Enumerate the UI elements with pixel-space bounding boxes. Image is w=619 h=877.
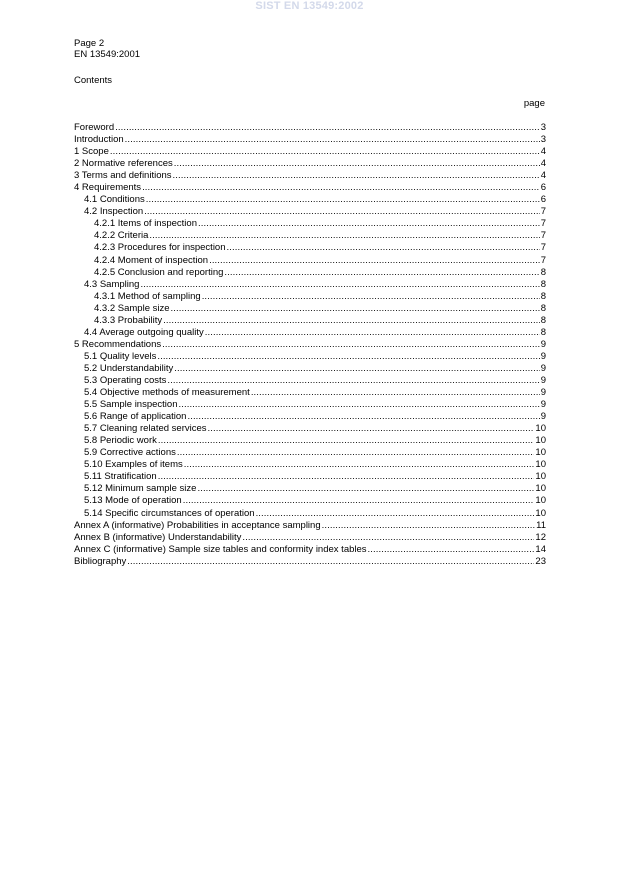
toc-entry-title: 4.2.3 Procedures for inspection [94, 242, 226, 254]
toc-entry-title: 4.2 Inspection [84, 206, 144, 218]
toc-entry-title: Annex C (informative) Sample size tables and conformity index tables [74, 543, 367, 555]
toc-entry-page: 7 [540, 242, 546, 254]
toc-entry[interactable] [74, 255, 546, 267]
toc-entry[interactable] [74, 339, 546, 351]
toc-dot-leader [174, 363, 539, 375]
toc-entry-title: 5.7 Cleaning related services [84, 423, 207, 435]
toc-dot-leader [167, 375, 539, 387]
toc-entry-page: 10 [535, 507, 546, 519]
toc-dot-leader [184, 459, 535, 471]
toc-entry-title: 5 Recommendations [74, 338, 162, 350]
toc-dot-leader [183, 495, 535, 507]
toc-entry-title: 5.14 Specific circumstances of operation [84, 507, 255, 519]
toc-dot-leader [187, 411, 539, 423]
toc-dot-leader [322, 520, 536, 532]
toc-entry-page: 3 [540, 134, 546, 146]
toc-entry[interactable] [74, 447, 546, 459]
toc-entry-page: 11 [536, 519, 546, 531]
toc-entry-page: 10 [535, 459, 546, 471]
standard-id: EN 13549:2001 [74, 49, 141, 60]
toc-dot-leader [115, 122, 540, 134]
toc-entry-title: Annex A (informative) Probabilities in acceptance sampling [74, 519, 321, 531]
toc-entry-page: 7 [540, 206, 546, 218]
toc-entry-title: 4.4 Average outgoing quality [84, 326, 204, 338]
toc-entry[interactable] [74, 375, 546, 387]
toc-dot-leader [140, 279, 539, 291]
toc-entry-page: 6 [540, 182, 546, 194]
toc-entry[interactable] [74, 508, 546, 520]
toc-entry-page: 8 [540, 302, 546, 314]
toc-entry-page: 6 [540, 194, 546, 206]
toc-dot-leader [163, 315, 540, 327]
toc-entry[interactable] [74, 134, 546, 146]
toc-dot-leader [242, 532, 534, 544]
toc-entry[interactable] [74, 267, 546, 279]
toc-entry[interactable] [74, 556, 546, 568]
toc-entry-title: 4 Requirements [74, 182, 142, 194]
toc-entry[interactable] [74, 315, 546, 327]
toc-dot-leader [251, 387, 540, 399]
toc-entry-page: 9 [540, 387, 546, 399]
toc-entry-title: 5.12 Minimum sample size [84, 483, 197, 495]
toc-entry[interactable] [74, 291, 546, 303]
toc-entry[interactable] [74, 387, 546, 399]
toc-entry-title: 5.3 Operating costs [84, 374, 167, 386]
toc-entry[interactable] [74, 520, 546, 532]
toc-dot-leader [158, 435, 535, 447]
toc-dot-leader [208, 423, 535, 435]
toc-dot-leader [162, 339, 540, 351]
toc-entry[interactable] [74, 399, 546, 411]
toc-entry[interactable] [74, 411, 546, 423]
toc-dot-leader [157, 351, 539, 363]
toc-dot-leader [144, 206, 540, 218]
toc-dot-leader [149, 230, 539, 242]
toc-entry-page: 8 [540, 290, 546, 302]
toc-dot-leader [256, 508, 535, 520]
toc-entry[interactable] [74, 182, 546, 194]
toc-entry-title: 4.2.1 Items of inspection [94, 218, 197, 230]
toc-dot-leader [171, 303, 540, 315]
toc-dot-leader [224, 267, 539, 279]
toc-dot-leader [158, 471, 535, 483]
toc-entry-title: 4.3.1 Method of sampling [94, 290, 201, 302]
toc-entry-page: 7 [540, 254, 546, 266]
toc-entry[interactable] [74, 363, 546, 375]
toc-entry-page: 4 [540, 146, 546, 158]
toc-entry-page: 8 [540, 278, 546, 290]
contents-title: Contents [74, 75, 113, 86]
toc-entry-page: 10 [535, 447, 546, 459]
toc-entry-title: Annex B (informative) Understandability [74, 531, 242, 543]
toc-entry-title: 5.5 Sample inspection [84, 399, 178, 411]
toc-dot-leader [197, 483, 534, 495]
toc-entry-title: Foreword [74, 122, 115, 133]
toc-entry-title: 3 Terms and definitions [74, 170, 172, 182]
toc-entry-page: 9 [540, 399, 546, 411]
toc-entry-page: 4 [540, 170, 546, 182]
toc-entry[interactable] [74, 242, 546, 254]
toc-entry-title: Bibliography [74, 555, 127, 567]
toc-entry-title: 5.13 Mode of operation [84, 495, 182, 507]
toc-entry-title: 4.3 Sampling [84, 278, 140, 290]
toc-dot-leader [142, 182, 540, 194]
toc-dot-leader [178, 399, 539, 411]
toc-entry-page: 4 [540, 158, 546, 170]
toc-entry[interactable] [74, 327, 546, 339]
page-header [74, 38, 140, 60]
toc-entry-page: 10 [535, 423, 546, 435]
toc-dot-leader [205, 327, 540, 339]
toc-entry-title: 5.1 Quality levels [84, 350, 157, 362]
toc-entry-page: 8 [540, 314, 546, 326]
toc-entry-page: 9 [540, 350, 546, 362]
toc-entry[interactable] [74, 423, 546, 435]
toc-dot-leader [146, 194, 540, 206]
toc-entry-page: 7 [540, 230, 546, 242]
toc-entry-title: 4.2.5 Conclusion and reporting [94, 266, 224, 278]
toc-entry-page: 9 [540, 338, 546, 350]
toc-entry-page: 10 [535, 471, 546, 483]
toc-dot-leader [173, 170, 540, 182]
toc-dot-leader [125, 134, 540, 146]
toc-entry-title: 5.2 Understandability [84, 362, 174, 374]
toc-entry[interactable] [74, 532, 546, 544]
toc-entry-title: 4.2.4 Moment of inspection [94, 254, 209, 266]
toc-entry[interactable] [74, 146, 546, 158]
toc-entry-title: 1 Scope [74, 146, 109, 158]
toc-entry[interactable] [74, 435, 546, 447]
toc-entry-page: 9 [540, 374, 546, 386]
toc-entry[interactable] [74, 459, 546, 471]
toc-entry[interactable] [74, 495, 546, 507]
toc-entry-title: 5.9 Corrective actions [84, 447, 176, 459]
toc-dot-leader [209, 255, 540, 267]
toc-entry-page: 8 [540, 326, 546, 338]
toc-entry-page: 14 [535, 543, 546, 555]
toc-entry[interactable] [74, 483, 546, 495]
toc-entry-page: 10 [535, 483, 546, 495]
page-number: Page 2 [74, 38, 105, 49]
toc-dot-leader [368, 544, 535, 556]
toc-entry[interactable] [74, 230, 546, 242]
toc-entry[interactable] [74, 158, 546, 170]
toc-dot-leader [174, 158, 540, 170]
toc-entry-title: 5.6 Range of application [84, 411, 187, 423]
toc-entry-page: 10 [535, 495, 546, 507]
toc-entry[interactable] [74, 170, 546, 182]
toc-entry-title: Introduction [74, 134, 124, 146]
toc-entry[interactable] [74, 351, 546, 363]
watermark: SIST EN 13549:2002 [255, 0, 364, 12]
toc-entry-page: 10 [535, 435, 546, 447]
toc-entry[interactable] [74, 218, 546, 230]
toc-entry-page: 9 [540, 411, 546, 423]
toc-entry[interactable] [74, 194, 546, 206]
toc-entry-page: 9 [540, 362, 546, 374]
toc-entry[interactable] [74, 122, 546, 134]
toc-entry-page: 7 [540, 218, 546, 230]
toc-entry-page: 12 [535, 531, 546, 543]
toc-entry-page: 3 [540, 122, 546, 133]
toc-entry-title: 4.3.3 Probability [94, 314, 163, 326]
toc-entry[interactable] [74, 303, 546, 315]
toc-dot-leader [127, 556, 534, 568]
toc-entry-title: 4.2.2 Criteria [94, 230, 149, 242]
page-column-label: page [523, 98, 545, 109]
toc-entry-title: 5.4 Objective methods of measurement [84, 387, 250, 399]
table-of-contents [74, 122, 546, 568]
toc-entry-title: 5.10 Examples of items [84, 459, 183, 471]
toc-dot-leader [202, 291, 540, 303]
toc-entry[interactable] [74, 206, 546, 218]
toc-entry-title: 4.3.2 Sample size [94, 302, 170, 314]
toc-entry-title: 5.11 Stratification [84, 471, 157, 483]
toc-entry-title: 2 Normative references [74, 158, 173, 170]
toc-entry-title: 5.8 Periodic work [84, 435, 157, 447]
toc-entry[interactable] [74, 471, 546, 483]
toc-dot-leader [227, 242, 540, 254]
toc-dot-leader [110, 146, 540, 158]
toc-entry-page: 8 [540, 266, 546, 278]
toc-entry-page: 23 [535, 555, 546, 567]
toc-entry[interactable] [74, 279, 546, 291]
toc-entry[interactable] [74, 544, 546, 556]
toc-dot-leader [198, 218, 540, 230]
toc-entry-title: 4.1 Conditions [84, 194, 145, 206]
toc-dot-leader [177, 447, 535, 459]
